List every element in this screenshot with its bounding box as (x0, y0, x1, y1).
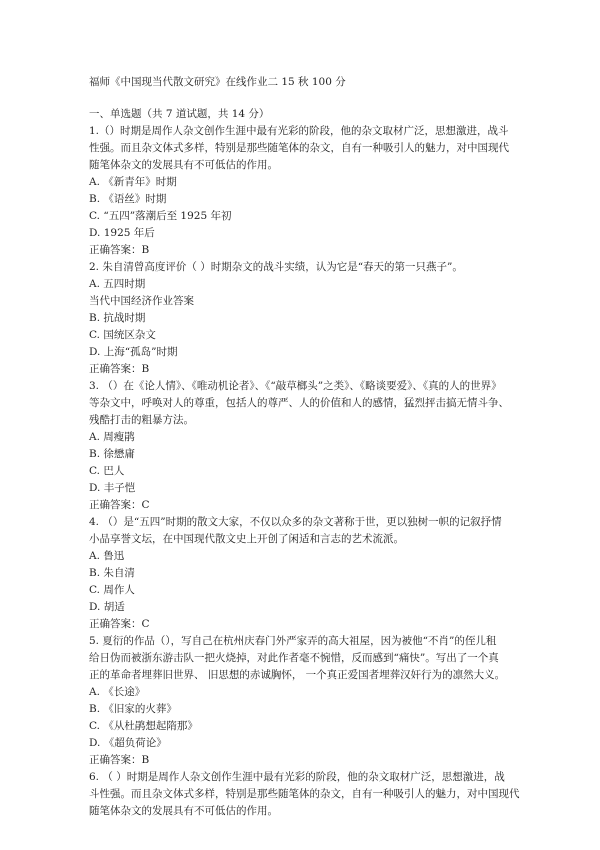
option-a: A. 《长途》 (89, 686, 146, 698)
option-a: A. 五四时期 (89, 278, 146, 290)
inserted-text: 当代中国经济作业答案 (89, 295, 194, 307)
question-text: 性强。而且杂文体式多样，特别是那些随笔体的杂文，自有一种吸引人的魅力，对中国现代 (89, 142, 509, 154)
option-b: B. 朱自清 (89, 567, 135, 579)
question-text: 残酷打击的粗暴方法。 (89, 414, 194, 426)
question-text: 4. （）是“五四”时期的散文大家，不仅以众多的杂文著称于世，更以独树一帜的记叙抒情 (89, 516, 502, 528)
correct-answer: 正确答案：B (89, 244, 150, 256)
option-b: B. 徐懋庸 (89, 448, 135, 460)
correct-answer: 正确答案：C (89, 499, 150, 511)
section-header: 一、单选题（共 7 道试题，共 14 分） (89, 108, 270, 120)
question-text: 正的革命者埋葬旧世界、 旧思想的赤诚胸怀， 一个真正爱国者埋葬汉奸行为的凛然大义。 (89, 669, 506, 681)
correct-answer: 正确答案：C (89, 618, 150, 630)
option-c: C. “五四”落潮后至 1925 年初 (89, 210, 232, 222)
question-text: 1.（）时期是周作人杂文创作生涯中最有光彩的阶段，他的杂文取材广泛，思想激进，战斗 (89, 125, 509, 137)
option-b: B. 抗战时期 (89, 312, 146, 324)
option-d: D. 1925 年后 (89, 227, 155, 239)
question-text: 斗性强。而且杂文体式多样，特别是那些随笔体的杂文，自有一种吸引人的魅力，对中国现代 (89, 788, 520, 800)
question-text: 随笔体杂文的发展具有不可低估的作用。 (89, 159, 278, 171)
option-a: A. 周瘦鹃 (89, 431, 135, 443)
option-c: C. 《从杜鹃想起隋那》 (89, 720, 198, 732)
option-d: D. 丰子恺 (89, 482, 136, 494)
question-text: 随笔体杂文的发展具有不可低估的作用。 (89, 805, 278, 817)
option-c: C. 巴人 (89, 465, 125, 477)
question-text: 5. 夏衍的作品（），写自己在杭州庆春门外严家弄的高大祖屋，因为被他“不肖”的侄儿租 (89, 635, 497, 647)
question-text: 2. 朱自清曾高度评价（ ）时期杂文的战斗实绩，认为它是“春天的第一只燕子”。 (89, 261, 463, 273)
option-a: A. 《新青年》时期 (89, 176, 177, 188)
question-text: 给日伪而被浙东游击队一把火烧掉，对此作者毫不惋惜，反而感到“痛快”。写出了一个真 (89, 652, 499, 664)
question-text: 等杂文中，呼唤对人的尊重，包括人的尊严、人的价值和人的感情，猛烈抨击搞无情斗争、 (89, 397, 509, 409)
correct-answer: 正确答案：B (89, 754, 150, 766)
option-d: D. 胡适 (89, 601, 125, 613)
option-b: B. 《语丝》时期 (89, 193, 167, 205)
option-c: C. 国统区杂文 (89, 329, 156, 341)
option-a: A. 鲁迅 (89, 550, 125, 562)
question-text: 3. （）在《论人情》、《唯动机论者》、《“敲草榔头”之类》、《略谈要爱》、《真的人的世界》 (89, 380, 502, 392)
question-text: 6. （ ）时期是周作人杂文创作生涯中最有光彩的阶段，他的杂文取材广泛，思想激进，战 (89, 771, 505, 783)
option-d: D. 《超负荷论》 (89, 737, 167, 749)
question-text: 小品享誉文坛，在中国现代散文史上开创了闲适和言志的艺术流派。 (89, 533, 404, 545)
correct-answer: 正确答案：B (89, 363, 150, 375)
option-b: B. 《旧家的火葬》 (89, 703, 177, 715)
document-title: 福师《中国现当代散文研究》在线作业二 15 秋 100 分 (89, 76, 346, 88)
option-c: C. 周作人 (89, 584, 135, 596)
option-d: D. 上海“孤岛”时期 (89, 346, 178, 358)
